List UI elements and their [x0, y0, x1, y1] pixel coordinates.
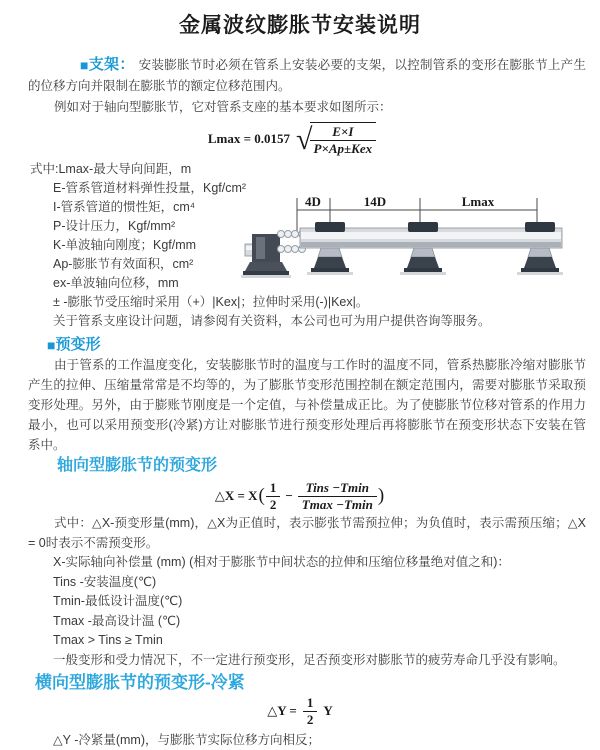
lateral-note: △Y -冷紧量(mm)，与膨胀节实际位移方向相反；: [53, 733, 321, 747]
support-example-line: 例如对于轴向型膨胀节，它对管系支座的基本要求如图所示：: [54, 100, 392, 114]
plus-minus-note: ± -膨胀节受压缩时采用（+）|Kex|；拉伸时采用(-)|Kex|。: [53, 295, 369, 309]
temp-definition-line: Tmax -最高设计温 (℃): [53, 613, 181, 628]
dim-label-14d: 14D: [363, 194, 387, 209]
lmax-formula-fraction: [310, 122, 377, 156]
support-paragraph: [28, 54, 586, 97]
dimension-labels: [305, 194, 495, 209]
temp-denominator: Tmax −Tmin: [301, 496, 373, 512]
lateral-formula: [267, 694, 333, 727]
open-paren: (: [258, 485, 265, 506]
support-section-label: 支架：: [88, 56, 135, 73]
section-bullet-icon: ■: [80, 57, 89, 73]
definition-line: E-管系管道材料弹性投量，Kgf/cm²: [53, 181, 247, 195]
predeform-section-heading: [47, 335, 600, 355]
axial-formula-lhs: △X = X: [214, 488, 258, 503]
definition-line: ex-单波轴向位移，mm: [53, 276, 179, 290]
temp-definition-line: Tmin-最低设计温度(℃): [53, 594, 183, 608]
support-intro-text: 安装膨胀节时必须在管系上安装必要的支架，以控制管系的变形在膨胀节上产生的位移方向并限制在膨胀节的额定位移范围内。: [28, 58, 586, 93]
axial-note-1: 式中：△X-预变形量(mm)，△X为正值时，表示膨张节需预拉伸；为负值时，表示需预压缩；△X = 0时表示不需预变形。: [28, 516, 586, 550]
lateral-formula-lhs: △Y =: [267, 703, 297, 718]
dim-label-lmax: Lmax: [461, 194, 495, 209]
section-bullet-icon: ■: [47, 337, 56, 353]
definition-line: 式中:Lmax-最大导向间距，m: [30, 162, 192, 176]
definition-line: I-管系管道的惯性矩，cm⁴: [53, 200, 196, 214]
half-numerator: 1: [303, 695, 318, 712]
consult-note: 关于管系支座设计问题，请参阅有关资料，本公司也可为用户提供咨询等服务。: [53, 314, 491, 328]
definition-line: P-设计压力，Kgf/mm²: [53, 219, 176, 233]
axial-formula: [215, 481, 385, 511]
pipe-support-diagram: [245, 192, 600, 297]
dim-label-4d: 4D: [305, 194, 321, 209]
close-paren: ): [377, 485, 385, 506]
half-denominator: 2: [269, 496, 277, 512]
temp-definition-line: Tins -安装温度(℃): [53, 574, 157, 589]
lmax-formula: Lmax = 0.0157 √ $\frac{E\times I}{\text{P×Ap±Kex}}$: [208, 123, 376, 155]
half-numerator: 1: [266, 480, 281, 497]
axial-subsection-heading: 轴向型膨胀节的预变形: [57, 457, 218, 474]
lmax-formula-lhs: Lmax = 0.0157: [207, 131, 291, 146]
axial-note-2: X-实际轴向补偿量 (mm) (相对于膨胀节中间状态的拉伸和压缩位移量绝对值之和)：: [53, 555, 510, 569]
axial-note-3: 一般变形和受力情况下，不一定进行预变形，足否预变形对膨胀节的疲劳寿命几乎没有影响。: [53, 652, 566, 667]
lateral-subsection-heading: 横向型膨胀节的预变形-冷紧: [35, 673, 245, 692]
definition-line: Ap-膨胀节有效面积，cm²: [53, 257, 194, 271]
predeform-heading-text: 预变形: [55, 336, 101, 353]
definition-line: K-单波轴向刚度；Kgf/mm: [53, 238, 197, 252]
lateral-formula-rhs: Y: [323, 703, 333, 718]
temp-relation-line: Tmax > Tins ≥ Tmin: [53, 633, 163, 647]
lmax-formula-denominator: P×Ap±Kex: [313, 140, 373, 156]
predeform-paragraph: 由于管系的工作温度变化，安装膨胀节时的温度与工作时的温度不同，管系热膨胀冷缩对膨胀节产生的拉伸、压缩量常常是不均等的，为了膨胀节变形范围控制在额定范围内，需要对膨胀节采取预变形处理。另外，由于膨账节刚度是一个定值，与补偿量成正比。为了使膨胀节位移对管系的作用力最小，也可以采用预变形(冷紧)方让对膨胀节进行预变形处理后再将膨胀节在预变形状态下安装在管系中。: [28, 358, 586, 452]
page-title: 金属波纹膨胀节安装说明: [179, 14, 421, 37]
minus-sign: −: [285, 488, 293, 503]
temp-numerator: Tins −Tmin: [298, 480, 377, 497]
lmax-formula-numerator: E×I: [310, 124, 377, 141]
half-denominator: 2: [306, 711, 314, 727]
